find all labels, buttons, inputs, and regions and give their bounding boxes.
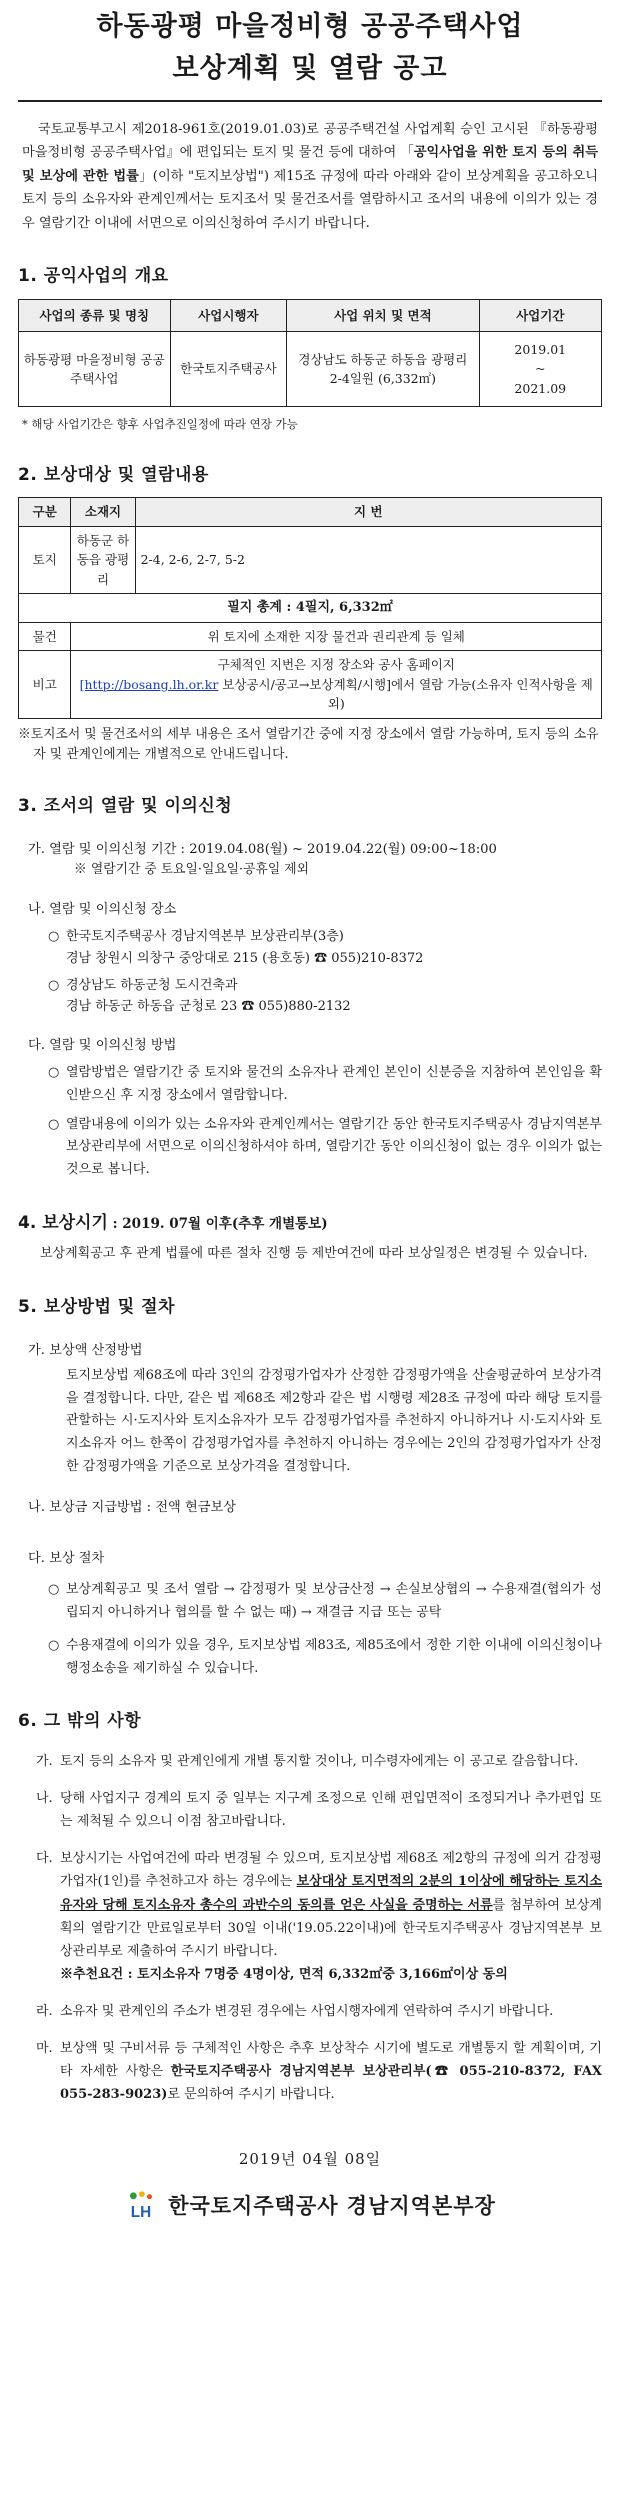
section-compensation-targets [18,462,602,766]
table-row [19,526,602,593]
col-header-category: 구분 [19,498,71,526]
project-overview-table [18,299,602,408]
col-header-period: 사업기간 [479,299,601,331]
inspection-place: 나. 열람 및 이의신청 장소 ○ 한국토지주택공사 경남지역본부 보상관리부(3층) 경남 창원시 의창구 중앙대로 215 (용호동) ☎ 055)210-8372 ○ 경상남도 하동군청 도시건축과 경남 하동군 하동읍 군청로 23 ☎ 055)880-2132 [18,899,602,1017]
section-project-overview [18,263,602,434]
section-other-matters [18,1708,602,2106]
list-item: 마. 보상액 및 구비서류 등 구체적인 사항은 추후 보상착수 시기에 별도로 개별통지 할 계획이며, 기타 자세한 사항은 한국토지주택공사 경남지역본부 보상관리부(☎ 055-210-8372, FAX 055-283-9023)로 문의하여 주시기 바랍니다. [36,2041,602,2103]
section-1-heading: 1. 공익사업의 개요 [18,266,169,287]
col-header-address: 소재지 [71,498,135,526]
operator-cell: 한국토지주택공사 [170,332,287,407]
goods-text-cell: 위 토지에 소재한 지장 물건과 권리관계 등 일체 [71,623,602,651]
contact-info: 한국토지주택공사 경남지역본부 보상관리부(☎ 055-210-8372, FAX 055-283-9023) [60,2064,602,2103]
goods-label-cell: 물건 [19,623,71,651]
compensation-timing-value: : 2019. 07월 이후(추후 개별통보) [107,1215,328,1232]
list-item: 나. 당해 사업지구 경계의 토지 중 일부는 지구계 조정으로 인해 편입면적이 조정되거나 추가편입 또는 제척될 수 있으니 이점 참고바랍니다. [36,1791,602,1830]
period-cell: 2019.01 ~ 2021.09 [479,332,601,407]
compensation-target-table [18,497,602,718]
law-name: 공익사업을 위한 토지 등의 취득 및 보상에 관한 법률 [22,145,598,184]
list-item: ○ 열람내용에 이의가 있는 소유자와 관계인께서는 열람기간 동안 한국토지주택공사 경남지역본부 보상관리부에 서면으로 이의신청하셔야 하며, 열람기간 동안 이의신청이 없는 경우 이의가 없는 것으로 봅니다. [48,1116,602,1178]
inspection-period-value: 2019.04.08(월) ~ 2019.04.22(월) 09:00~18:00 [189,841,497,857]
land-label-cell: 토지 [19,526,71,593]
period-note: * 해당 사업기간은 향후 사업추진일정에 따라 연장 가능 [22,417,298,432]
notice-title [18,0,602,90]
required-documents: 보상대상 토지면적의 2분의 1이상에 해당하는 토지소유자와 당해 토지소유자 총수의 과반수의 동의를 얻은 사실을 증명하는 서류 [60,1874,602,1913]
land-lots-cell: 2-4, 2-6, 2-7, 5-2 [135,526,601,593]
list-item: 라. 소유자 및 관계인의 주소가 변경된 경우에는 사업시행자에게 연락하여 주시기 바랍니다. [36,2004,554,2020]
valuation-method: 가. 보상액 산정방법 토지보상법 제68조에 따라 3인의 감정평가업자가 산정한 감정평가액을 산술평균하여 보상가격을 결정합니다. 다만, 같은 법 제68조 제2항과 같은 법 시행령 제28조 규정에 따라 해당 토지를 관할하는 시·도지사와 토지소유자가 모두 감정평가업자를 추천하지 아니하거나 시·도지사와 토지소유자 어느 한쪽이 감정평가업자를 추천하지 아니하는 경우에는 2인의 감정평가업자가 산정한 감정평가액을 기준으로 보상가격을 결정합니다. [28,1342,602,1474]
section-5-heading: 5. 보상방법 및 절차 [18,1297,175,1318]
col-header-operator: 사업시행자 [170,299,287,331]
list-item: ○ 열람방법은 열람기간 중 토지와 물건의 소유자나 관계인 본인이 신분증을 지참하여 본인임을 확인받으신 후 지정 장소에서 열람합니다. [48,1065,602,1103]
inspection-note: ※토지조서 및 물건조서의 세부 내용은 조서 열람기간 중에 지정 장소에서 열람 가능하며, 토지 등의 소유자 및 관계인에게는 개별적으로 안내드립니다. [18,726,599,762]
compensation-procedure: 다. 보상 절차 ○ 보상계획공고 및 조서 열람 → 감정평가 및 보상금산정 → 손실보상협의 → 수용재결(협의가 성립되지 아니하거나 협의를 할 수 없는 때) → 재결금 지급 또는 공탁 ○ 수용재결에 이의가 있을 경우, 토지보상법 제83조, 제85조에서 정한 기한 이내에 이의신청이나 행정소송을 제기하실 수 있습니다. [18,1548,602,1680]
section-compensation-method [18,1294,602,1680]
title-line-1: 하동광평 마을정비형 공공주택사업 [96,11,524,42]
list-item: ○ 경상남도 하동군청 도시건축과 [48,977,238,993]
table-row [19,332,602,407]
section-6-heading: 6. 그 밖의 사항 [18,1711,142,1732]
lot-total-cell: 필지 총계 : 4필지, 6,332㎡ [19,593,602,622]
table-row [19,651,602,718]
title-line-2: 보상계획 및 열람 공고 [172,52,448,84]
location-cell: 경상남도 하동군 하동읍 광평리 2-4일원 (6,332㎡) [287,332,479,407]
section-inspection-objection [18,793,602,1181]
bosang-website-link[interactable]: [http://bosang.lh.or.kr [79,676,219,692]
section-3-heading: 3. 조서의 열람 및 이의신청 [18,796,233,817]
section-compensation-timing [18,1210,602,1266]
signer-name: 한국토지주택공사 경남지역본부장 [168,2193,496,2218]
col-header-location: 사업 위치 및 면적 [287,299,479,331]
table-row [19,623,602,651]
inspection-period: 가. 열람 및 이의신청 기간 : 2019.04.08(월) ~ 2019.04.22(월) 09:00~18:00 ※ 열람기간 중 토요일·일요일·공휴일 제외 [18,839,602,881]
title-divider [18,100,602,102]
project-name-cell: 하동광평 마을정비형 공공주택사업 [19,332,171,407]
remark-label-cell: 비고 [19,651,71,718]
col-header-lot: 지 번 [135,498,601,526]
inspection-method: 다. 열람 및 이의신청 방법 ○ 열람방법은 열람기간 중 토지와 물건의 소유자나 관계인 본인이 신분증을 지참하여 본인임을 확인받으신 후 지정 장소에서 열람합니다. ○ 열람내용에 이의가 있는 소유자와 관계인께서는 열람기간 동안 한국토지주택공사 경남지역본부 보상관리부에 서면으로 이의신청하셔야 하며, 열람기간 동안 이의신청이 없는 경우 이의가 없는 것으로 봅니다. [18,1035,602,1182]
notice-date: 2019년 04월 08일 [238,2149,382,2168]
col-header-type: 사업의 종류 및 명칭 [19,299,171,331]
table-row [19,593,602,622]
signature-block [18,2189,602,2223]
list-item: ○ 한국토지주택공사 경남지역본부 보상관리부(3층) [48,929,344,945]
lh-logo-icon [124,2189,158,2223]
remark-text-cell: 구체적인 지번은 지정 장소와 공사 홈페이지 [http://bosang.lh.or.kr 보상공시/공고→보상계획/시행]에서 열람 가능(소유자 인적사항을 제외) [71,651,602,718]
intro-paragraph: 국토교통부고시 제2018-961호(2019.01.03)로 공공주택건설 사업계획 승인 고시된 『하동광평 마을정비형 공공주택사업』에 편입되는 토지 및 물건 등에 대하여 「공익사업을 위한 토지 등의 취득 및 보상에 관한 법률」(이하 "토지보상법") 제15조 규정에 따라 아래와 같이 보상계획을 공고하오니 토지 등의 소유자와 관계인께서는 토지조서 및 물건조서를 열람하시고 조서의 내용에 이의가 있는 경우 열람기간 이내에 서면으로 이의신청하여 주시기 바랍니다. [22,121,599,231]
recommendation-requirement: 토지소유자 7명중 4명이상, 면적 6,332㎡중 3,166㎡이상 동의 [137,1966,508,1982]
inspection-period-note: ※ 열람기간 중 토요일·일요일·공휴일 제외 [74,862,309,878]
list-item: ○ 보상계획공고 및 조서 열람 → 감정평가 및 보상금산정 → 손실보상협의 → 수용재결(협의가 성립되지 아니하거나 협의를 할 수 없는 때) → 재결금 지급 또는 공탁 [48,1582,602,1621]
compensation-timing-body: 보상계획공고 후 관계 법률에 따른 절차 진행 등 제반여건에 따라 보상일정은 변경될 수 있습니다. [40,1246,588,1262]
payment-method: 나. 보상금 지급방법 : 전액 현금보상 [28,1499,236,1515]
section-4-heading: 4. 보상시기 [18,1212,108,1233]
list-item: 다. 보상시기는 사업여건에 따라 변경될 수 있으며, 토지보상법 제68조 제2항의 규정에 의거 감정평가업자(1인)를 추천하고자 하는 경우에는 보상대상 토지면적의 2분의 1이상에 해당하는 토지소유자와 당해 토지소유자 총수의 과반수의 동의를 얻은 사실을 증명하는 서류를 첨부하여 보상계획의 열람기간 만료일로부터 30일 이내('19.05.22이내)에 한국토지주택공사 경남지역본부 보상관리부로 제출하여 주시기 바랍니다. ※추천요건 : 토지소유자 7명중 4명이상, 면적 6,332㎡중 3,166㎡이상 동의 [36,1851,602,1982]
svg-text:LH: LH [130,2203,152,2221]
land-location-cell: 하동군 하동읍 광평리 [71,526,135,593]
section-2-heading: 2. 보상대상 및 열람내용 [18,464,209,485]
list-item: ○ 수용재결에 이의가 있을 경우, 토지보상법 제83조, 제85조에서 정한 기한 이내에 이의신청이나 행정소송을 제기하실 수 있습니다. [48,1637,602,1676]
list-item: 가. 토지 등의 소유자 및 관계인에게 개별 통지할 것이나, 미수령자에게는 이 공고로 갈음합니다. [36,1753,579,1769]
